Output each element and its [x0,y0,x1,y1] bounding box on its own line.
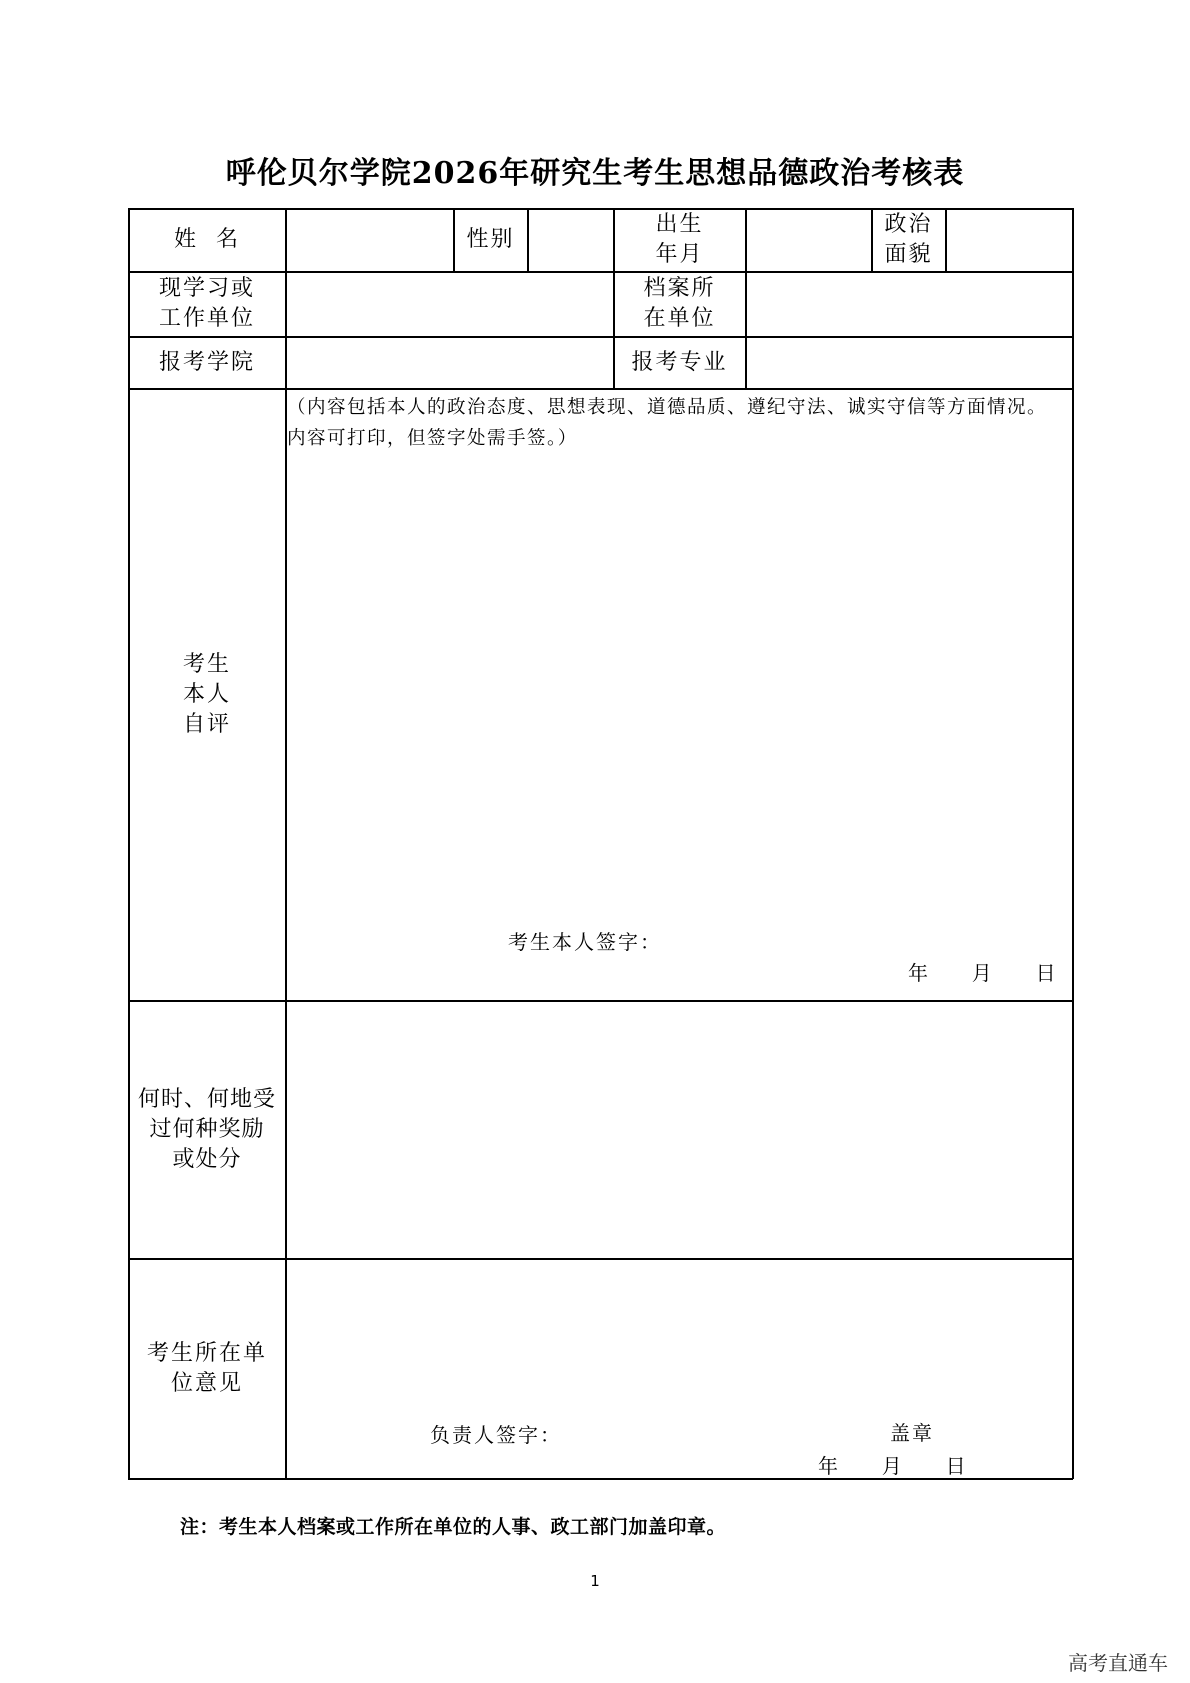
gender-label: 性别 [466,227,515,252]
responsible-signature-label: 负责人签字： [430,1423,562,1447]
current-unit-label: 现学习或 工作单位 [158,276,255,331]
major-label: 报考专业 [631,349,728,375]
column-divider-mid-right [745,208,747,389]
self-date-label: 年 月 日 [908,961,1058,985]
page-title: 呼伦贝尔学院2026年研究生考生思想品德政治考核表 [225,156,965,191]
name-label: 姓 名 [174,227,240,252]
self-evaluation-label: 考生 本人 自评 [182,651,231,737]
rewards-punishments-label: 何时、何地受 过何种奖励 或处分 [137,1086,276,1172]
column-divider-political-right [945,208,947,272]
birth-date-label: 出生 年月 [655,212,704,267]
table-border-right [1072,208,1074,1479]
watermark: 高考直通车 [1068,1651,1168,1675]
column-divider-gender-right [527,208,529,272]
page-number: 1 [590,1572,600,1590]
seal-label: 盖章 [890,1421,934,1445]
college-label: 报考学院 [158,349,255,375]
unit-date-label: 年 月 日 [818,1454,968,1478]
self-signature-label: 考生本人签字： [508,930,662,954]
archive-unit-label: 档案所 在单位 [643,276,716,331]
self-evaluation-instruction: （内容包括本人的政治态度、思想表现、道德品质、遵纪守法、诚实守信等方面情况。内容可打印，但签字处需手签。） [287,397,1048,449]
unit-opinion-label: 考生所在单 位意见 [146,1340,267,1396]
political-status-label: 政治 面貌 [884,212,933,267]
footnote: 注：考生本人档案或工作所在单位的人事、政工部门加盖印章。 [180,1516,727,1538]
